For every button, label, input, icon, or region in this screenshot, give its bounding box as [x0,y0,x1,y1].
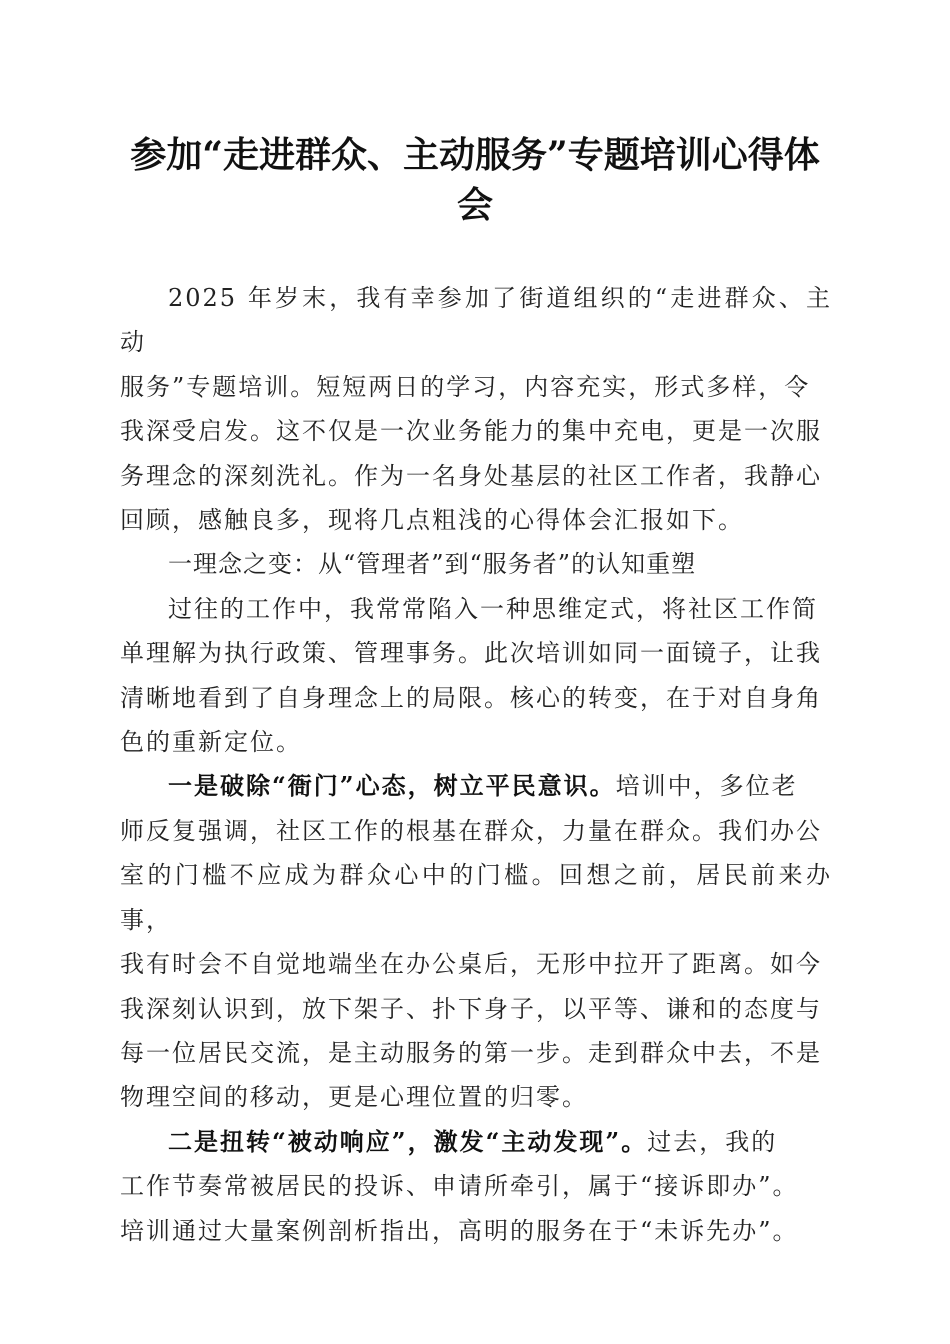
point-two-lead: 二是扭转“被动响应”，激发“主动发现”。 [168,1126,648,1156]
paragraph-reflection-text: 过往的工作中，我常常陷入一种思维定式，将社区工作简 单理解为执行政策、管理事务。此次培训如同一面镜子，让我 清晰地看到了自身理念上的局限。核心的转变，在于对自身角 色的重新定位。 [120,594,822,757]
document-title: 参加“走进群众、主动服务”专题培训心得体 会 [130,134,820,226]
point-one-lead: 一是破除“衙门”心态，树立平民意识。 [168,771,616,801]
point-two-text: 过去，我的 工作节奏常被居民的投诉、申请所牵引，属于“接诉即办”。 培训通过大量案例剖析指出，高明的服务在于“未诉先办”。 [120,1127,799,1245]
paragraph-point-one [120,764,832,1119]
paragraph-intro [120,276,832,542]
paragraph-intro-text: 2025 年岁末，我有幸参加了街道组织的“走进群众、主动 服务”专题培训。短短两日的学习，内容充实，形式多样，令 我深受启发。这不仅是一次业务能力的集中充电，更是一次服 务理念的深刻洗礼。作为一名身处基层的社区工作者，我静心 回顾，感触良多，现将几点粗浅的心得体会汇报如下。 [120,284,832,535]
paragraph-reflection [120,587,832,765]
paragraph-point-two [120,1120,832,1253]
section-heading-text: 一理念之变：从“管理者”到“服务者”的认知重塑 [168,550,697,579]
point-one-text: 培训中，多位老 师反复强调，社区工作的根基在群众，力量在群众。我们办公 室的门槛不应成为群众心中的门槛。回想之前，居民前来办事， 我有时会不自觉地端坐在办公桌后，无形中拉开了距离。如今 我深刻认识到，放下架子、扑下身子，以平等、谦和的态度与 每一位居民交流，是主动服务的第一步。走到群众中去，不是 物理空间的移动，更是心理位置的归零。 [120,772,832,1112]
section-heading [120,542,832,586]
document-body [120,276,832,1253]
